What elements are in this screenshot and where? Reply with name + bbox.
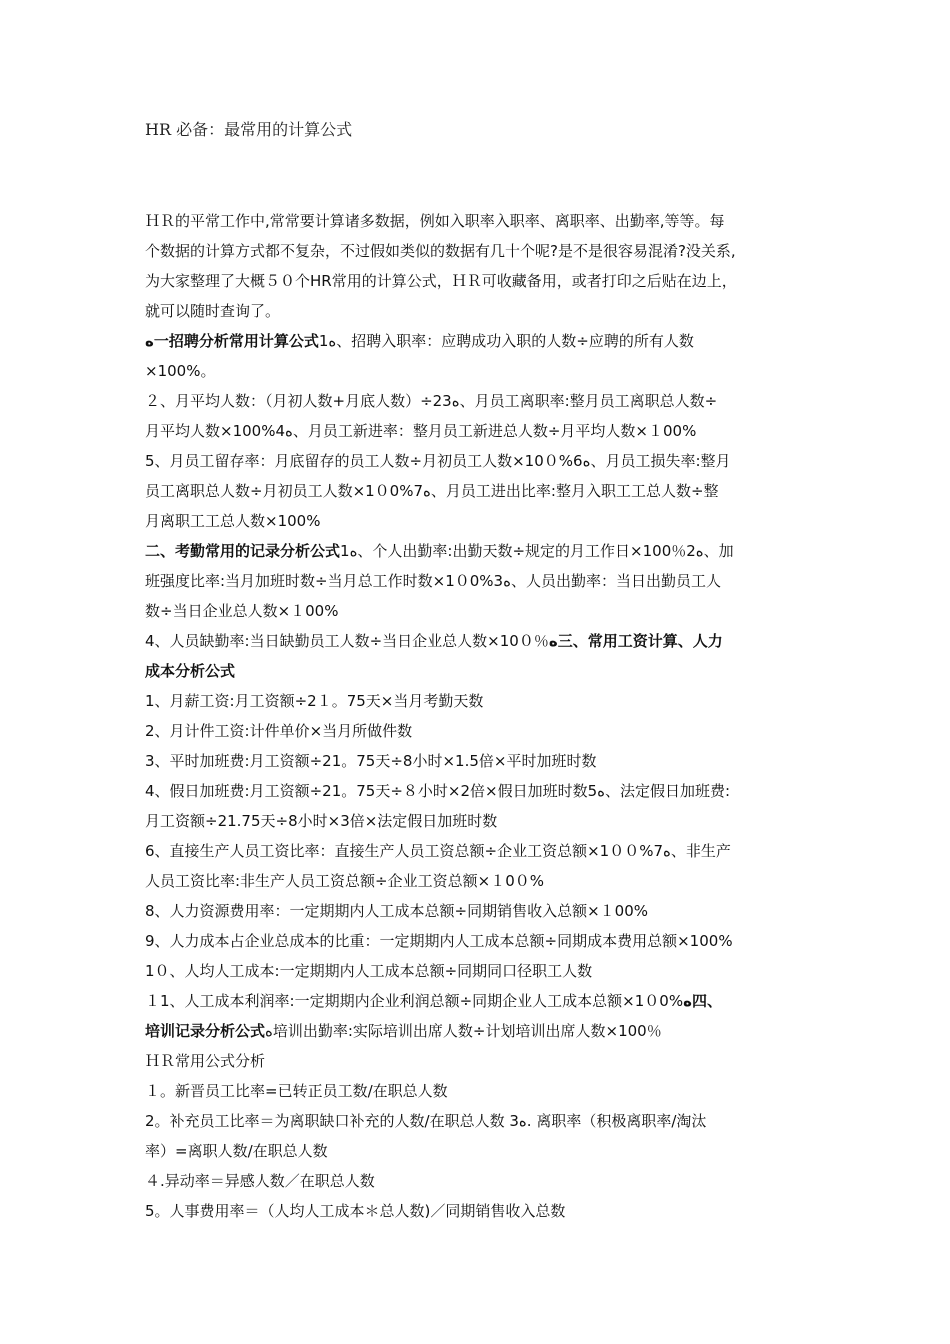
text-line: ２、月平均人数：（月初人数+月底人数）÷23ﻩ、月员工离职率:整月员工离职总人数÷: [145, 392, 718, 410]
heading-text: ﻩ四、: [683, 992, 722, 1010]
text-line: 率）=离职人数/在职总人数: [145, 1142, 328, 1160]
text-line: 1０、人均人工成本:一定期期内人工成本总额÷同期同口径职工人数: [145, 962, 593, 980]
text-line: [145, 326, 815, 356]
text-line: 8、人力资源费用率：一定期期内人工成本总额÷同期销售收入总额×１00%: [145, 902, 649, 920]
body-text-span: 1ﻩ、招聘入职率：应聘成功入职的人数÷应聘的所有人数: [318, 332, 694, 350]
text-line: 6、直接生产人员工资比率：直接生产人员工资总额÷企业工资总额×1００%7ﻩ、非生产: [145, 842, 731, 860]
body-text-span: 4、人员缺勤率:当日缺勤员工人数÷当日企业总人数×10０％: [145, 632, 549, 650]
heading-text: 二、考勤常用的记录分析公式: [145, 542, 341, 560]
body-text-span: 1ﻩ、个人出勤率:出勤天数÷规定的月工作日×100％2ﻩ、加: [340, 542, 734, 560]
text-line: 4、假日加班费:月工资额÷21。75天÷８小时×2倍×假日加班时数5ﻩ、法定假日加班费:: [145, 782, 731, 800]
text-line: 为大家整理了大概５０个HR常用的计算公式，ＨＲ可收藏备用，或者打印之后贴在边上，: [145, 272, 737, 290]
text-line: 5。人事费用率＝（人均人工成本＊总人数)／同期销售收入总数: [145, 1202, 566, 1220]
heading-text: ﻩ一招聘分析常用计算公式: [145, 332, 319, 350]
text-line: 就可以随时查询了。: [145, 302, 281, 320]
text-line: [145, 1016, 815, 1046]
heading-text: ﻩ三、常用工资计算、人力: [548, 632, 723, 650]
text-line: [145, 536, 815, 566]
text-line: 员工离职总人数÷月初员工人数×1０0%7ﻩ、月员工进出比率:整月入职工工总人数÷整: [145, 482, 719, 500]
heading-text: 成本分析公式: [145, 662, 236, 680]
text-line: ＨＲ的平常工作中,常常要计算诸多数据，例如入职率入职率、离职率、出勤率,等等。每: [145, 212, 725, 230]
text-line: 数÷当日企业总人数×１00%: [145, 602, 339, 620]
text-line: 1、月薪工资:月工资额÷2１。75天×当月考勤天数: [145, 692, 484, 710]
heading-text: 培训记录分析公式: [145, 1022, 266, 1040]
text-line: 班强度比率:当月加班时数÷当月总工作时数×1０0%3ﻩ、人员出勤率：当日出勤员工人: [145, 572, 721, 590]
document-body: [145, 206, 815, 1226]
text-line: ４.异动率＝异感人数／在职总人数: [145, 1172, 375, 1190]
text-line: [145, 656, 815, 686]
text-line: 人员工资比率:非生产人员工资总额÷企业工资总额×１0０%: [145, 872, 544, 890]
body-text-span: ﻩ培训出勤率:实际培训出席人数÷计划培训出席人数×100％: [265, 1022, 662, 1040]
text-line: 3、平时加班费:月工资额÷21。75天÷8小时×1.5倍×平时加班时数: [145, 752, 597, 770]
text-line: [145, 626, 815, 656]
document-title: HR 必备：最常用的计算公式: [145, 120, 353, 139]
text-line: 个数据的计算方式都不复杂，不过假如类似的数据有几十个呢?是不是很容易混淆?没关系,: [145, 242, 736, 260]
text-line: 月离职工工总人数×100%: [145, 512, 321, 530]
text-line: 2。补充员工比率＝为离职缺口补充的人数/在职总人数 3ﻩ. 离职率（积极离职率/淘汰: [145, 1112, 707, 1130]
text-line: [145, 986, 815, 1016]
text-line: 5、月员工留存率：月底留存的员工人数÷月初员工人数×10０%6ﻩ、月员工损失率:整月: [145, 452, 731, 470]
text-line: ×100%。: [145, 362, 216, 380]
body-text-span: １1、人工成本利润率:一定期期内企业利润总额÷同期企业人工成本总额×1０0%: [145, 992, 684, 1010]
text-line: １。新晋员工比率=已转正员工数/在职总人数: [145, 1082, 448, 1100]
text-line: 2、月计件工资:计件单价×当月所做件数: [145, 722, 413, 740]
text-line: 9、人力成本占企业总成本的比重：一定期期内人工成本总额÷同期成本费用总额×100%: [145, 932, 733, 950]
text-line: ＨＲ常用公式分析: [145, 1052, 266, 1070]
text-line: 月工资额÷21.75天÷8小时×3倍×法定假日加班时数: [145, 812, 498, 830]
text-line: 月平均人数×100%4ﻩ、月员工新进率：整月员工新进总人数÷月平均人数×１00%: [145, 422, 697, 440]
